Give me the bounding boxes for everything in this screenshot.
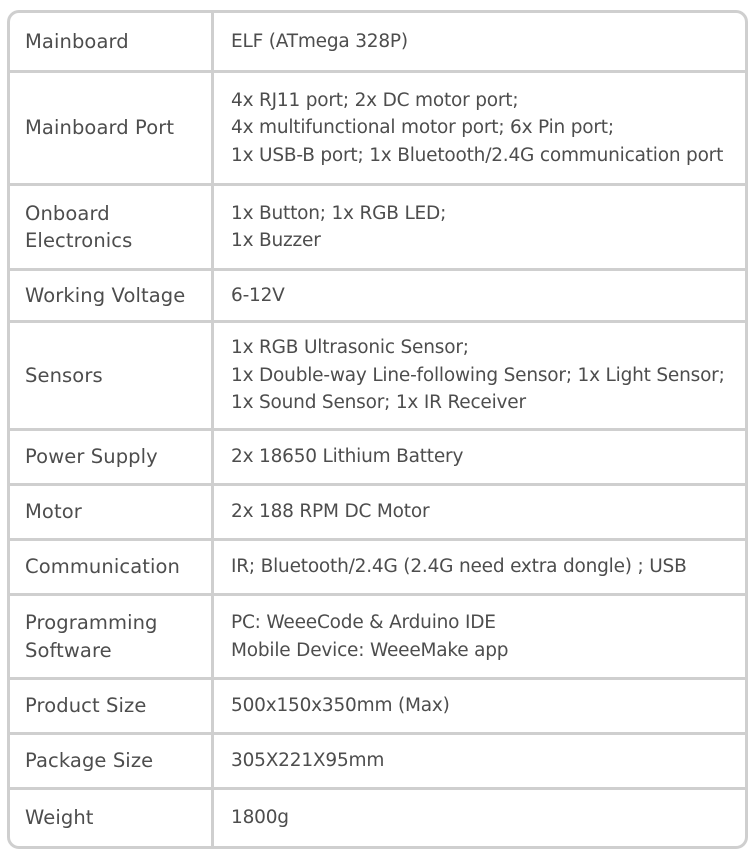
spec-value: 2x 18650 Lithium Battery <box>231 446 464 468</box>
spec-label: Onboard Electronics <box>25 201 133 252</box>
column-divider <box>211 13 214 70</box>
spec-row-onboard-electronics <box>10 186 745 271</box>
column-divider <box>211 541 214 593</box>
column-divider <box>211 486 214 538</box>
spec-row-mainboard <box>10 13 745 73</box>
spec-label: Mainboard <box>25 29 129 53</box>
spec-row-working-voltage <box>10 271 745 323</box>
spec-label: Mainboard Port <box>25 116 175 140</box>
spec-row-power-supply <box>10 431 745 486</box>
spec-row-weight <box>10 790 745 846</box>
column-divider <box>211 323 214 428</box>
spec-label: Package Size <box>25 749 154 773</box>
spec-label: Communication <box>25 555 180 579</box>
spec-label: Sensors <box>25 363 103 387</box>
spec-value: 4x RJ11 port; 2x DC motor port; 4x multifunctional motor port; 6x Pin port; 1x USB-B port; 1x Bluetooth/2.4G communication port <box>231 89 724 166</box>
spec-label: Power Supply <box>25 445 158 469</box>
spec-row-communication <box>10 541 745 596</box>
spec-label: Product Size <box>25 694 147 718</box>
column-divider <box>211 790 214 846</box>
spec-value: 2x 188 RPM DC Motor <box>231 501 430 523</box>
column-divider <box>211 73 214 183</box>
spec-row-programming-software <box>10 596 745 680</box>
spec-value: 1800g <box>231 807 289 829</box>
column-divider <box>211 431 214 483</box>
spec-value: 500x150x350mm (Max) <box>231 695 450 717</box>
spec-label: Working Voltage <box>25 283 186 307</box>
column-divider <box>211 680 214 732</box>
spec-value: PC: WeeeCode & Arduino IDE Mobile Device: WeeeMake app <box>231 612 509 661</box>
spec-row-product-size <box>10 680 745 735</box>
spec-row-mainboard-port <box>10 73 745 186</box>
spec-label: Motor <box>25 500 82 524</box>
spec-value: 6-12V <box>231 284 285 306</box>
spec-value: 1x RGB Ultrasonic Sensor; 1x Double-way Line-following Sensor; 1x Light Sensor; 1x Sound Sensor; 1x IR Receiver <box>231 337 725 414</box>
column-divider <box>211 735 214 787</box>
column-divider <box>211 186 214 268</box>
spec-table <box>7 10 748 849</box>
spec-value: 1x Button; 1x RGB LED; 1x Buzzer <box>231 202 447 251</box>
column-divider <box>211 596 214 677</box>
spec-value: 305X221X95mm <box>231 750 385 772</box>
spec-value: ELF (ATmega 328P) <box>231 30 408 52</box>
spec-row-package-size <box>10 735 745 790</box>
spec-row-sensors <box>10 323 745 431</box>
spec-label: Weight <box>25 806 94 830</box>
spec-value: IR; Bluetooth/2.4G (2.4G need extra dongle) ; USB <box>231 556 687 578</box>
column-divider <box>211 271 214 320</box>
spec-label: Programming Software <box>25 611 158 662</box>
spec-row-motor <box>10 486 745 541</box>
